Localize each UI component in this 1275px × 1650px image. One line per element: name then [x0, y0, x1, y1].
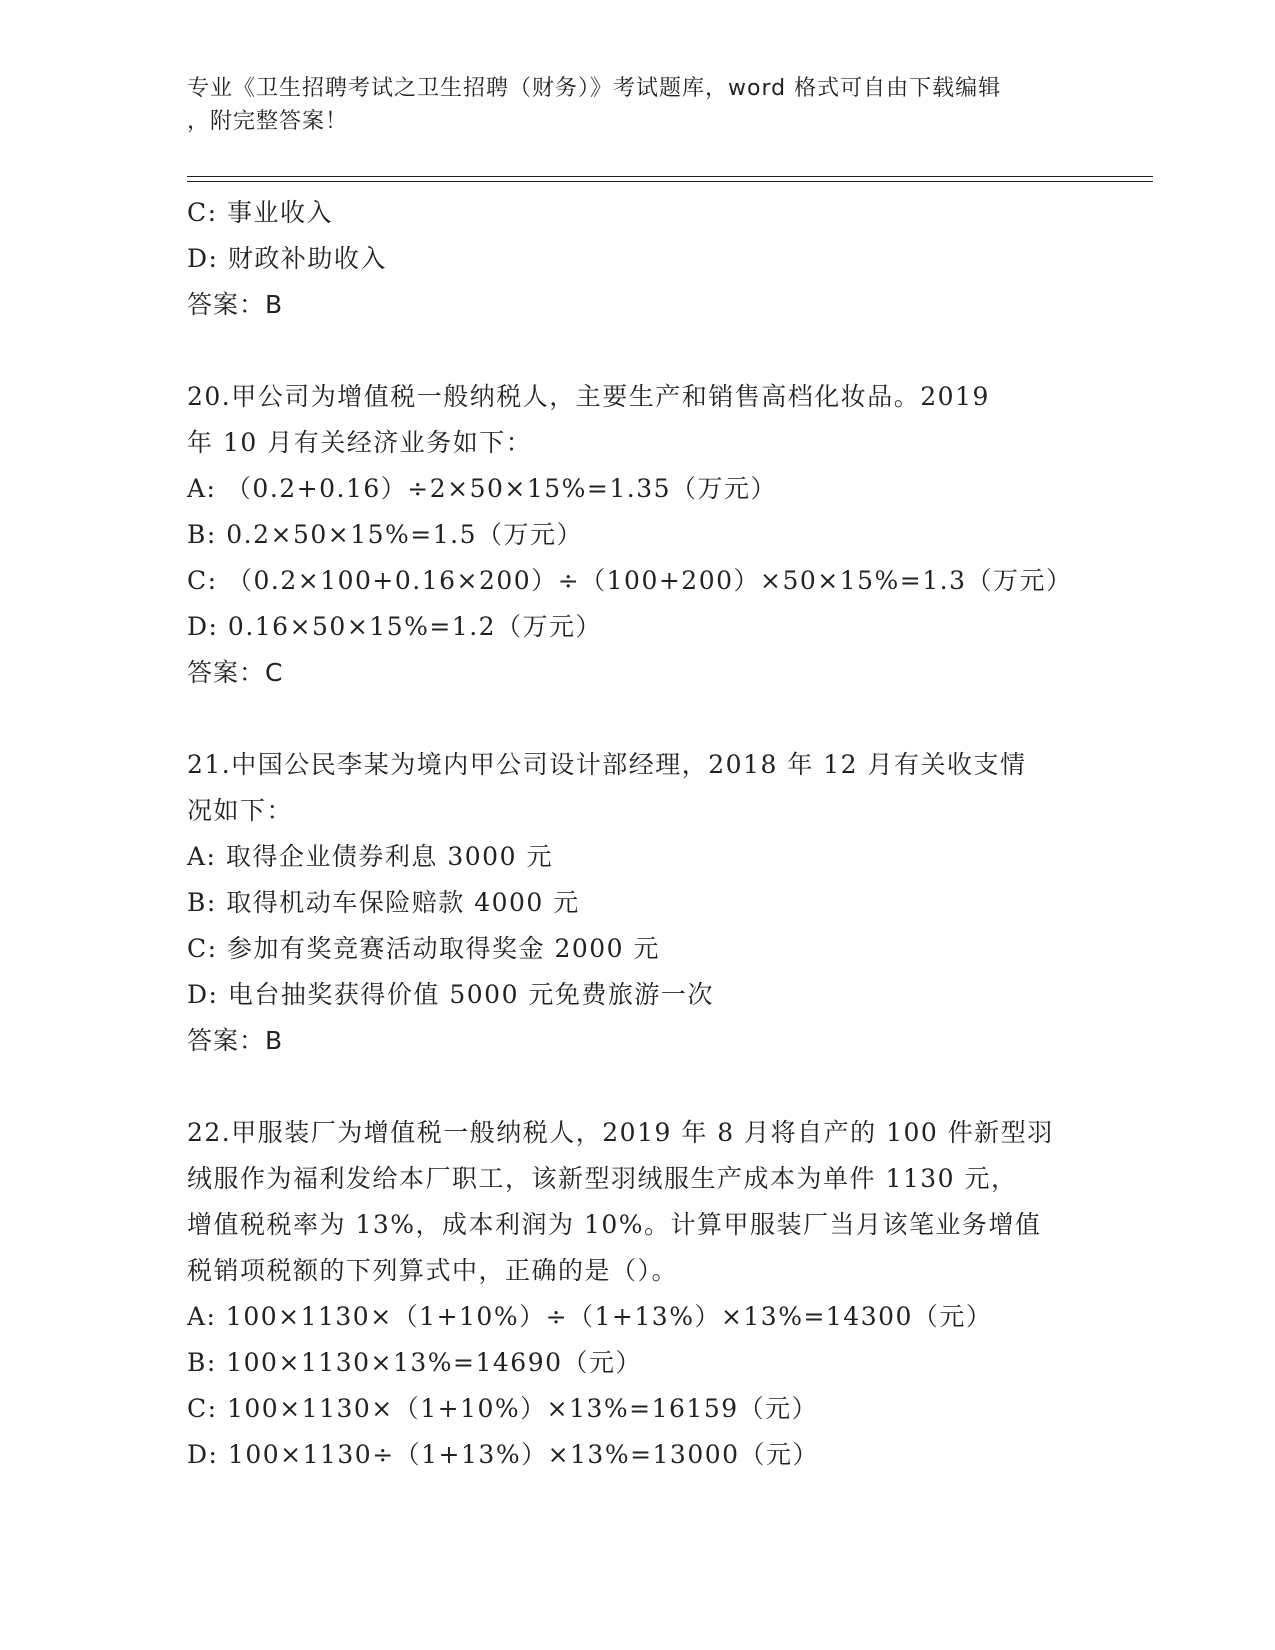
option-a: A: （0.2+0.16）÷2×50×15%=1.35（万元）	[187, 474, 778, 503]
stem-line: 绒服作为福利发给本厂职工，该新型羽绒服生产成本为单件 1130 元，	[187, 1164, 1018, 1193]
header-rule-top	[187, 176, 1153, 177]
header-line-1: 专业《卫生招聘考试之卫生招聘（财务）》考试题库，word 格式可自由下载编辑	[187, 76, 1002, 101]
stem-line: 21.中国公民李某为境内甲公司设计部经理，2018 年 12 月有关收支情	[187, 750, 1027, 779]
spacer	[187, 696, 1087, 742]
header-rule-bottom	[187, 181, 1153, 182]
question-20	[187, 374, 1087, 696]
option-c: C: （0.2×100+0.16×200）÷（100+200）×50×15%=1.3（万元）	[187, 566, 1073, 595]
option-b: B: 100×1130×13%=14690（元）	[187, 1348, 643, 1377]
option-a: A: 100×1130×（1+10%）÷（1+13%）×13%=14300（元）	[187, 1302, 993, 1331]
answer-line: 答案：B	[187, 1026, 284, 1055]
question-21	[187, 742, 1087, 1064]
stem-line: 税销项税额的下列算式中，正确的是（）。	[187, 1256, 679, 1285]
spacer	[187, 1064, 1087, 1110]
question-list	[187, 190, 1087, 1478]
question-stem	[187, 1110, 1087, 1294]
option-b: B: 取得机动车保险赔款 4000 元	[187, 888, 580, 917]
stem-line: 增值税税率为 13%，成本利润为 10%。计算甲服装厂当月该笔业务增值	[187, 1210, 1042, 1239]
question-stem	[187, 374, 1087, 466]
stem-line: 况如下：	[187, 796, 294, 825]
answer-line: 答案：C	[187, 658, 284, 687]
option-d: D: 0.16×50×15%=1.2（万元）	[187, 612, 603, 641]
option-c: C: 参加有奖竞赛活动取得奖金 2000 元	[187, 934, 661, 963]
option-c: C: 100×1130×（1+10%）×13%=16159（元）	[187, 1394, 819, 1423]
stem-line: 22.甲服装厂为增值税一般纳税人，2019 年 8 月将自产的 100 件新型羽	[187, 1118, 1054, 1147]
question-stem	[187, 742, 1087, 834]
option-d: D: 100×1130÷（1+13%）×13%=13000（元）	[187, 1440, 820, 1469]
option-a: A: 取得企业债券利息 3000 元	[187, 842, 553, 871]
stem-line: 年 10 月有关经济业务如下：	[187, 428, 533, 457]
question-22	[187, 1110, 1087, 1478]
answer-line: 答案：B	[187, 290, 284, 319]
partial-question	[187, 190, 1087, 328]
option-d: D: 财政补助收入	[187, 244, 387, 273]
option-b: B: 0.2×50×15%=1.5（万元）	[187, 520, 583, 549]
option-c: C: 事业收入	[187, 198, 333, 227]
document-header	[187, 72, 1087, 138]
option-d: D: 电台抽奖获得价值 5000 元免费旅游一次	[187, 980, 714, 1009]
stem-line: 20.甲公司为增值税一般纳税人，主要生产和销售高档化妆品。2019	[187, 382, 990, 411]
spacer	[187, 328, 1087, 374]
header-line-2: ，附完整答案！	[187, 109, 349, 134]
